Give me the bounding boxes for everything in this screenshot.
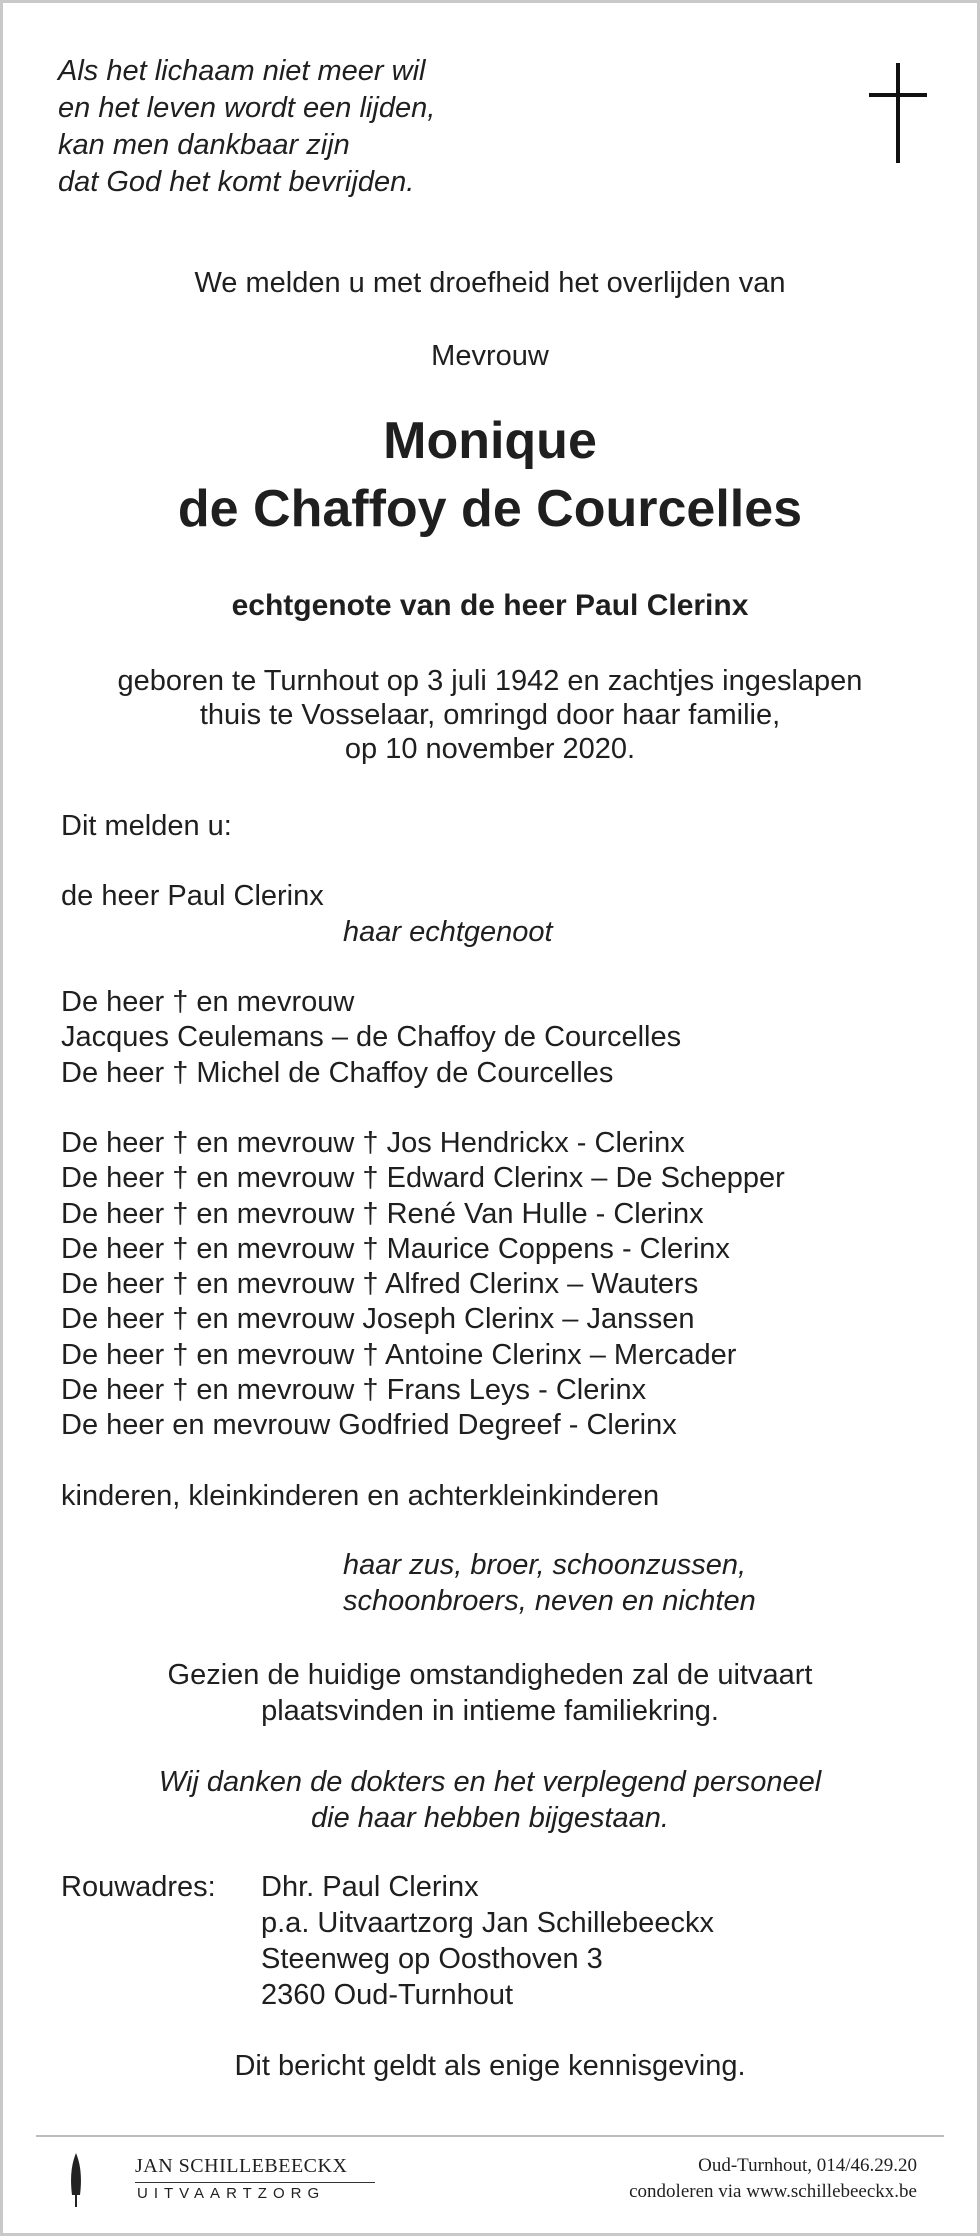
poem-line: en het leven wordt een lijden, xyxy=(58,92,436,124)
thanks-line: Wij danken de dokters en het verplegend personeel xyxy=(158,1766,822,1798)
undertaker-logo xyxy=(65,2151,385,2211)
thanks-note xyxy=(3,1764,977,1836)
deceased-name xyxy=(3,407,977,543)
details-line: geboren te Turnhout op 3 juli 1942 en zachtjes ingeslapen xyxy=(117,665,863,697)
descendants-line: kinderen, kleinkinderen en achterkleinkinderen xyxy=(61,1480,660,1512)
address-label: Rouwadres: xyxy=(61,1871,216,1903)
address-line: p.a. Uitvaartzorg Jan Schillebeeckx xyxy=(261,1907,714,1939)
husband-name: de heer Paul Clerinx xyxy=(61,880,324,912)
intro-text: We melden u met droefheid het overlijden van xyxy=(194,267,786,299)
role-line: schoonbroers, neven en nichten xyxy=(343,1585,756,1617)
title-prefix: Mevrouw xyxy=(431,340,549,372)
address-line: 2360 Oud-Turnhout xyxy=(261,1979,514,2011)
family-line: De heer † en mevrouw Joseph Clerinx – Janssen xyxy=(61,1303,695,1336)
siblings-role xyxy=(343,1547,756,1619)
family-group-2 xyxy=(61,1126,785,1444)
family-line: De heer † en mevrouw † Maurice Coppens - Clerinx xyxy=(61,1232,730,1265)
family-line: De heer † en mevrouw † Frans Leys - Clerinx xyxy=(61,1374,647,1407)
brand-divider xyxy=(135,2182,375,2183)
family-group-1 xyxy=(61,985,681,1091)
poem-line: Als het lichaam niet meer wil xyxy=(58,55,426,87)
undertaker-brand: JAN SCHILLEBEECKX xyxy=(135,2155,348,2177)
details-line: thuis te Vosselaar, omringd door haar familie, xyxy=(199,699,781,731)
closing-text: Dit bericht geldt als enige kennisgeving. xyxy=(234,2050,746,2082)
thanks-line: die haar hebben bijgestaan. xyxy=(311,1802,669,1834)
husband-role: haar echtgenoot xyxy=(343,916,553,948)
note-line: plaatsvinden in intieme familiekring. xyxy=(261,1695,719,1727)
poem-line: kan men dankbaar zijn xyxy=(58,129,350,161)
funeral-note xyxy=(3,1657,977,1729)
family-line: De heer † en mevrouw † Alfred Clerinx – Wauters xyxy=(61,1268,699,1301)
contact-line: Oud-Turnhout, 014/46.29.20 xyxy=(698,2155,917,2176)
undertaker-contact xyxy=(629,2153,917,2205)
deceased-last-name: de Chaffoy de Courcelles xyxy=(177,480,803,538)
spouse-line: echtgenote van de heer Paul Clerinx xyxy=(231,589,749,622)
address-block xyxy=(261,1869,714,2013)
address-line: Steenweg op Oosthoven 3 xyxy=(261,1943,603,1975)
poem xyxy=(58,53,435,201)
family-line: Jacques Ceulemans – de Chaffoy de Courcelles xyxy=(61,1021,682,1054)
deceased-first-name: Monique xyxy=(383,412,597,470)
address-line: Dhr. Paul Clerinx xyxy=(261,1871,479,1903)
family-line: De heer † en mevrouw † René Van Hulle - Clerinx xyxy=(61,1197,704,1230)
note-line: Gezien de huidige omstandigheden zal de uitvaart xyxy=(167,1659,813,1691)
poem-line: dat God het komt bevrijden. xyxy=(58,166,415,198)
family-line: De heer † en mevrouw † Antoine Clerinx – Mercader xyxy=(61,1338,737,1371)
family-line: De heer † en mevrouw † Jos Hendrickx - Clerinx xyxy=(61,1127,685,1159)
undertaker-subtitle: UITVAARTZORG xyxy=(137,2185,326,2202)
family-line: De heer † en mevrouw † Edward Clerinx – De Schepper xyxy=(61,1162,785,1195)
family-line: De heer † Michel de Chaffoy de Courcelles xyxy=(61,1056,614,1089)
details-line: op 10 november 2020. xyxy=(344,733,636,765)
cypress-tree-icon xyxy=(65,2151,87,2209)
announcers-intro: Dit melden u: xyxy=(61,810,232,842)
condolences-link[interactable]: condoleren via www.schillebeeckx.be xyxy=(629,2181,917,2202)
birth-death-details xyxy=(3,664,977,766)
family-line: De heer en mevrouw Godfried Degreef - Clerinx xyxy=(61,1409,677,1442)
footer-divider xyxy=(36,2135,944,2137)
role-line: haar zus, broer, schoonzussen, xyxy=(343,1549,747,1581)
family-line: De heer † en mevrouw xyxy=(61,986,355,1018)
latin-cross-icon xyxy=(869,63,927,163)
